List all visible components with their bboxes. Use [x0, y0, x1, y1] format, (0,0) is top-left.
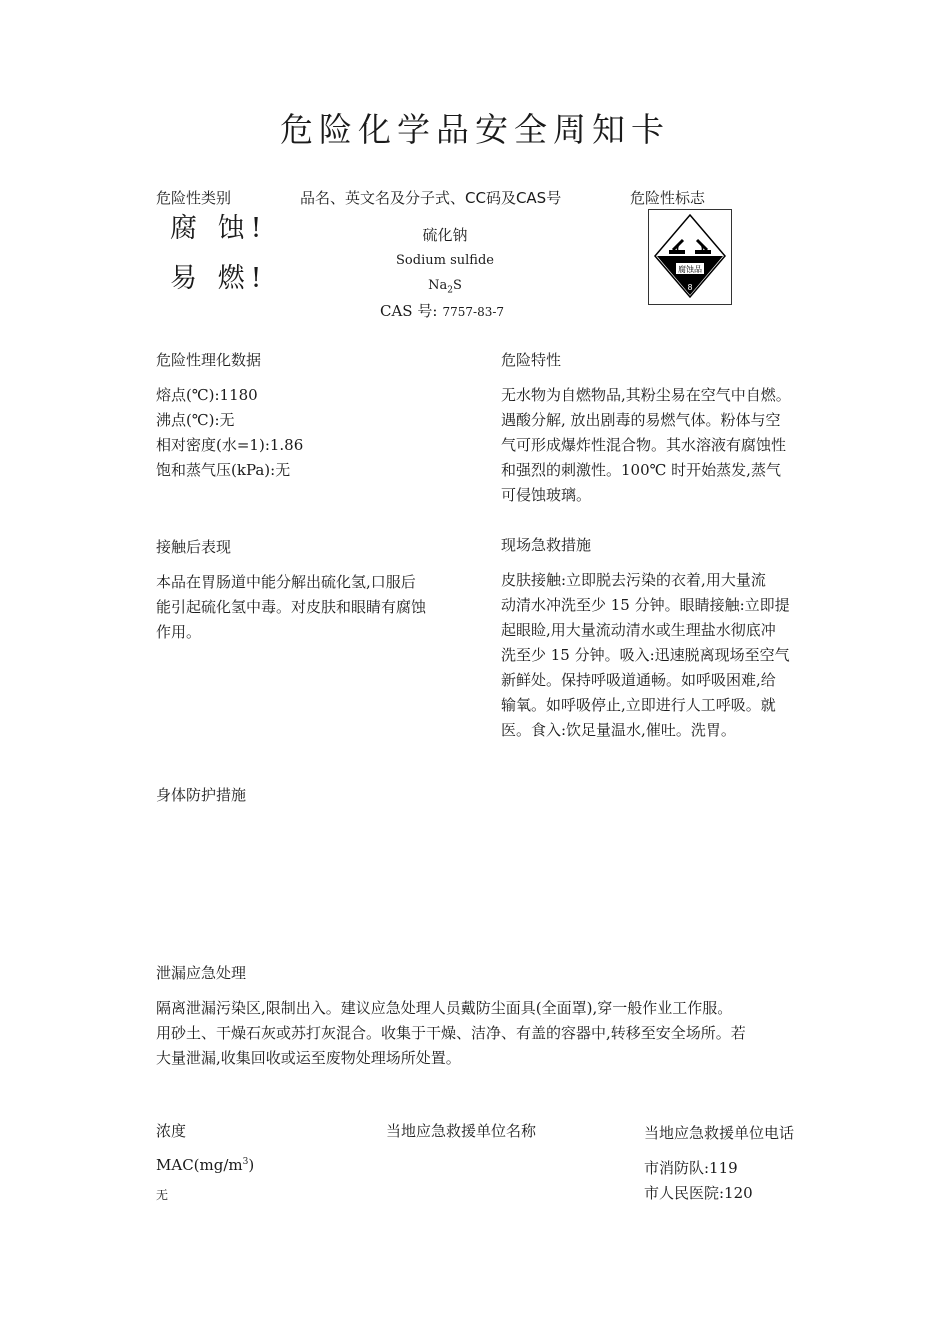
physchem-line: 相对密度(水=1):1.86: [156, 436, 304, 454]
contact-line: 本品在胃肠道中能分解出硫化氢,口服后: [156, 573, 416, 591]
product-en-name: Sodium sulfide: [396, 253, 494, 268]
mac-label: [156, 1156, 254, 1174]
contact-line: 能引起硫化氢中毒。对皮肤和眼睛有腐蚀: [156, 598, 427, 616]
hazards-line: 和强烈的刺激性。100℃ 时开始蒸发,蒸气: [501, 461, 781, 479]
formula-tail: S: [452, 278, 462, 293]
first-aid-line: 动清水冲洗至少 15 分钟。眼睛接触:立即提: [501, 596, 790, 614]
hazards-line: 可侵蚀玻璃。: [501, 486, 592, 504]
cas-value: 7757-83-7: [442, 305, 505, 319]
cas-number: [380, 300, 504, 321]
local-phone-heading: 当地应急救援单位电话: [644, 1124, 795, 1142]
first-aid-line: 皮肤接触:立即脱去污染的衣着,用大量流: [501, 571, 766, 589]
first-aid-line: 输氧。如呼吸停止,立即进行人工呼吸。就: [501, 696, 776, 714]
spill-heading: 泄漏应急处理: [156, 964, 247, 982]
first-aid-line: 洗至少 15 分钟。吸入:迅速脱离现场至空气: [501, 646, 790, 664]
physchem-list: [156, 383, 303, 483]
spill-line: 隔离泄漏污染区,限制出入。建议应急处理人员戴防尘面具(全面罩),穿一般作业工作服。: [156, 999, 733, 1017]
mac-label-close: ): [248, 1156, 255, 1174]
contact-line: 作用。: [156, 623, 202, 641]
spill-text: [156, 996, 746, 1071]
local-unit-heading: 当地应急救援单位名称: [386, 1122, 537, 1140]
mac-superscript: 3: [242, 1157, 249, 1167]
physchem-line: 熔点(℃):1180: [156, 386, 258, 404]
hazards-line: 气可形成爆炸性混合物。其水溶液有腐蚀性: [501, 436, 787, 454]
first-aid-line: 医。食入:饮足量温水,催吐。洗胃。: [501, 721, 736, 739]
hazards-line: 无水物为自燃物品,其粉尘易在空气中自燃。: [501, 386, 791, 404]
name-heading: 品名、英文名及分子式、CC码及CAS号: [300, 189, 562, 207]
category-flammable: 易 燃!: [170, 263, 268, 294]
contact-text: [156, 570, 426, 645]
phone-line: 市消防队:119: [644, 1159, 738, 1177]
spill-line: 用砂土、干燥石灰或苏打灰混合。收集于干燥、洁净、有盖的容器中,转移至安全场所。若: [156, 1024, 746, 1042]
category-heading: 危险性类别: [156, 189, 232, 207]
pictogram-text: 腐蚀品: [678, 265, 702, 274]
first-aid-line: 新鲜处。保持呼吸道通畅。如呼吸困难,给: [501, 671, 776, 689]
hazard-pictogram: [648, 209, 732, 305]
hazards-text: [501, 383, 791, 508]
phone-line: 市人民医院:120: [644, 1184, 753, 1202]
corrosive-diamond-icon: [649, 210, 731, 304]
physchem-heading: 危险性理化数据: [156, 351, 262, 369]
first-aid-line: 起眼睑,用大量流动清水或生理盐水彻底冲: [501, 621, 776, 639]
local-phone-list: [644, 1156, 753, 1206]
cas-label: CAS 号:: [380, 302, 438, 320]
product-formula: [380, 278, 510, 296]
pictogram-class: 8: [687, 283, 693, 292]
page-title: 危险化学品安全周知卡: [280, 110, 670, 149]
category-corrosive: 腐 蚀!: [170, 213, 268, 244]
mac-value: 无: [156, 1188, 169, 1202]
sign-heading: 危险性标志: [630, 189, 706, 207]
spill-line: 大量泄漏,收集回收或运至废物处理场所处置。: [156, 1049, 461, 1067]
first-aid-text: [501, 568, 790, 743]
first-aid-heading: 现场急救措施: [501, 536, 592, 554]
protection-heading: 身体防护措施: [156, 786, 247, 804]
mac-label-text: MAC(mg/m: [156, 1156, 243, 1174]
hazards-line: 遇酸分解, 放出剧毒的易燃气体。粉体与空: [501, 411, 781, 429]
formula-base: Na: [428, 278, 448, 293]
concentration-heading: 浓度: [156, 1122, 187, 1140]
physchem-line: 饱和蒸气压(kPa):无: [156, 461, 291, 479]
formula-subscript: 2: [447, 285, 453, 296]
hazards-heading: 危险特性: [501, 351, 562, 369]
contact-heading: 接触后表现: [156, 538, 232, 556]
physchem-line: 沸点(℃):无: [156, 411, 235, 429]
product-cn-name: 硫化钠: [422, 226, 468, 244]
